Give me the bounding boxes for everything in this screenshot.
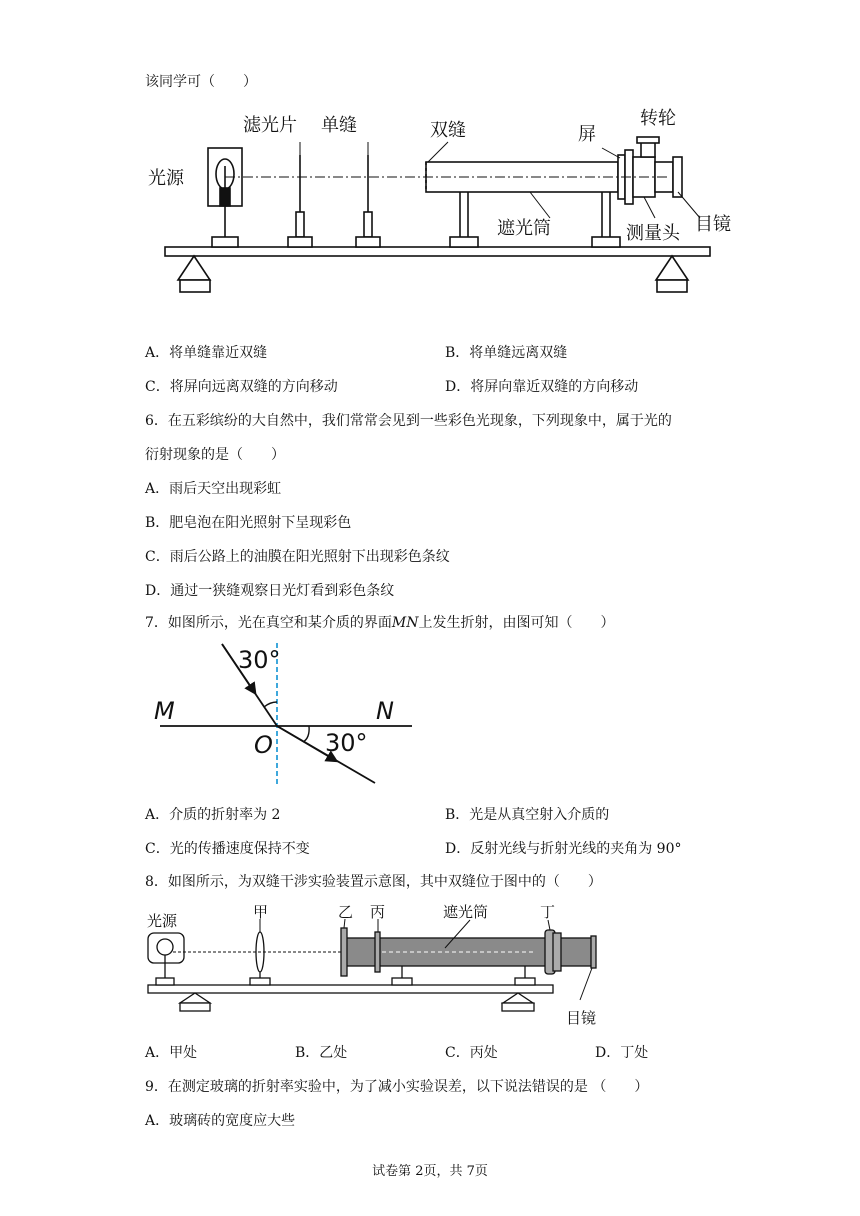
q8-label-eyepiece: 目镜 <box>566 1009 597 1027</box>
q8-label-yi: 乙 <box>338 903 354 921</box>
label-double-slit: 双缝 <box>430 120 466 141</box>
label-wheel: 转轮 <box>640 108 676 129</box>
q6-option-c: C．雨后公路上的油膜在阳光照射下出现彩色条纹 <box>145 549 450 565</box>
q7-option-b: B．光是从真空射入介质的 <box>445 807 610 823</box>
label-light-source: 光源 <box>148 168 184 189</box>
q8-option-d: D．丁处 <box>595 1045 649 1061</box>
q8-option-a: A．甲处 <box>145 1045 198 1061</box>
label-eyepiece: 目镜 <box>695 214 731 235</box>
q5-option-c: C．将屏向远离双缝的方向移动 <box>145 379 338 395</box>
q5-option-b: B．将单缝远离双缝 <box>445 345 568 361</box>
label-measuring-head: 测量头 <box>626 223 680 244</box>
q6-stem-line2: 衍射现象的是（ ） <box>145 447 285 463</box>
label-m: M <box>154 697 175 725</box>
q8-apparatus-figure <box>140 900 620 1030</box>
label-n: N <box>376 697 394 725</box>
q6-option-b: B．肥皂泡在阳光照射下呈现彩色 <box>145 515 352 531</box>
angle-bottom-label: 30° <box>325 729 368 757</box>
q7-stem-post: 上发生折射，由图可知（ ） <box>418 615 615 631</box>
q8-label-jia: 甲 <box>253 903 269 921</box>
q8-option-b: B．乙处 <box>295 1045 348 1061</box>
q7-option-d: D．反射光线与折射光线的夹角为 90° <box>445 841 682 857</box>
label-tube: 遮光筒 <box>497 218 551 239</box>
q7-stem-mn: MN <box>391 615 419 631</box>
q9-stem: 9．在测定玻璃的折射率实验中，为了减小实验误差，以下说法错误的是 （ ） <box>145 1079 649 1095</box>
q7-refraction-figure <box>150 638 420 788</box>
label-o: O <box>254 731 273 759</box>
q6-stem-line1: 6．在五彩缤纷的大自然中，我们常常会见到一些彩色光现象，下列现象中，属于光的 <box>145 413 672 429</box>
q6-option-d: D．通过一狭缝观察日光灯看到彩色条纹 <box>145 583 395 599</box>
q8-label-bing: 丙 <box>370 903 386 921</box>
q9-option-a: A．玻璃砖的宽度应大些 <box>145 1113 296 1129</box>
q6-option-a: A．雨后天空出现彩虹 <box>145 481 282 497</box>
q8-label-tube: 遮光筒 <box>443 903 489 921</box>
q7-option-a: A．介质的折射率为 2 <box>145 807 281 823</box>
label-single-slit: 单缝 <box>321 115 357 136</box>
q5-stem-tail: 该同学可（ ） <box>145 74 257 90</box>
q8-stem: 8．如图所示，为双缝干涉实验装置示意图，其中双缝位于图中的（ ） <box>145 874 602 890</box>
q5-apparatus-figure <box>130 100 750 300</box>
q7-option-c: C．光的传播速度保持不变 <box>145 841 310 857</box>
q8-label-light-source: 光源 <box>147 912 178 930</box>
q5-option-a: A．将单缝靠近双缝 <box>145 345 268 361</box>
label-screen: 屏 <box>578 124 596 145</box>
page-footer: 试卷第 2页，共 7页 <box>372 1164 488 1179</box>
q8-option-c: C．丙处 <box>445 1045 498 1061</box>
q5-option-d: D．将屏向靠近双缝的方向移动 <box>445 379 639 395</box>
q7-stem <box>145 614 615 632</box>
q7-stem-pre: 7．如图所示，光在真空和某介质的界面 <box>145 615 392 631</box>
q8-label-ding: 丁 <box>540 903 556 921</box>
label-filter: 滤光片 <box>243 115 297 136</box>
angle-top-label: 30° <box>238 646 281 674</box>
